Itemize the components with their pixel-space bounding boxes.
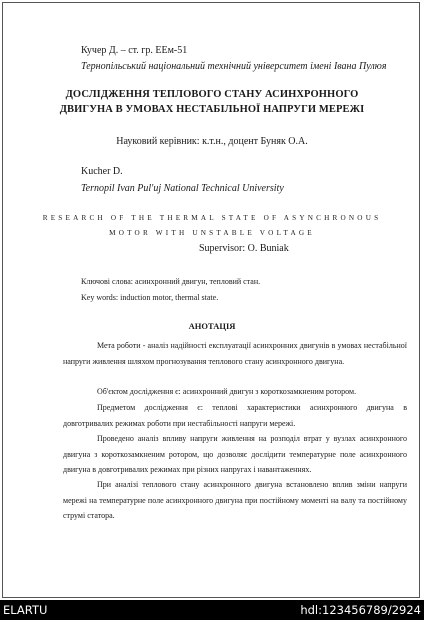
keywords-en: Key words: induction motor, thermal state. xyxy=(81,293,219,302)
abstract-heading: АНОТАЦІЯ xyxy=(188,321,236,331)
repository-footer-bar xyxy=(0,600,424,620)
title-en-line-1: RESEARCH OF THE THERMAL STATE OF ASYNCHRONOUS xyxy=(42,214,382,222)
abstract-paragraph-object: Об'єктом дослідження є: асинхронний двигун з короткозамкненим ротором. xyxy=(97,387,357,396)
abstract-paragraph-subject: Предметом дослідження є: теплові характеристики асинхронного двигуна в довготривалих режимах роботи при нестабільності напруги мережі. xyxy=(63,403,407,428)
title-en-line-2: MOTOR WITH UNSTABLE VOLTAGE xyxy=(109,229,315,237)
author-ua: Кучер Д. – ст. гр. ЕЕм-51 xyxy=(81,45,188,56)
repository-name: ELARTU xyxy=(3,603,48,617)
document-page xyxy=(2,2,420,598)
abstract-paragraph-aim: Мета роботи - аналіз надійності експлуатації асинхронних двигунів в умовах нестабільної напруги живлення шляхом прогнозування теплового стану асинхронного двигуна. xyxy=(63,341,407,366)
author-en: Kucher D. xyxy=(81,166,123,177)
title-ua-line-2: ДВИГУНА В УМОВАХ НЕСТАБІЛЬНОЇ НАПРУГИ МЕРЕЖІ xyxy=(59,104,365,115)
handle-link[interactable]: hdl:123456789/2924 xyxy=(300,603,421,617)
affiliation-ua: Тернопільський національний технічний університет імені Івана Пулюя xyxy=(81,61,387,72)
supervisor-ua: Науковий керівник: к.т.н., доцент Буняк О.А. xyxy=(116,136,308,147)
title-ua-line-1: ДОСЛІДЖЕННЯ ТЕПЛОВОГО СТАНУ АСИНХРОННОГО xyxy=(65,89,359,100)
supervisor-en: Supervisor: O. Buniak xyxy=(199,243,289,254)
abstract-paragraph-analysis: Проведено аналіз впливу напруги живлення на розподіл втрат у вузлах асинхронного двигуна з короткозамкненим ротором, що дозволяє дослідити температурне поле асинхронного двигуна в довготривалих режимах при різних напругах і навантаженнях. xyxy=(63,434,407,474)
keywords-ua: Ключові слова: асинхронний двигун, тепловий стан. xyxy=(81,277,261,286)
abstract-paragraph-result: При аналізі теплового стану асинхронного двигуна встановлено вплив зміни напруги мережі на температурне поле асинхронного двигуна при постійному моменті на валу та постійному струмі статора. xyxy=(63,480,407,520)
affiliation-en: Ternopil Ivan Pul'uj National Technical University xyxy=(81,183,284,194)
